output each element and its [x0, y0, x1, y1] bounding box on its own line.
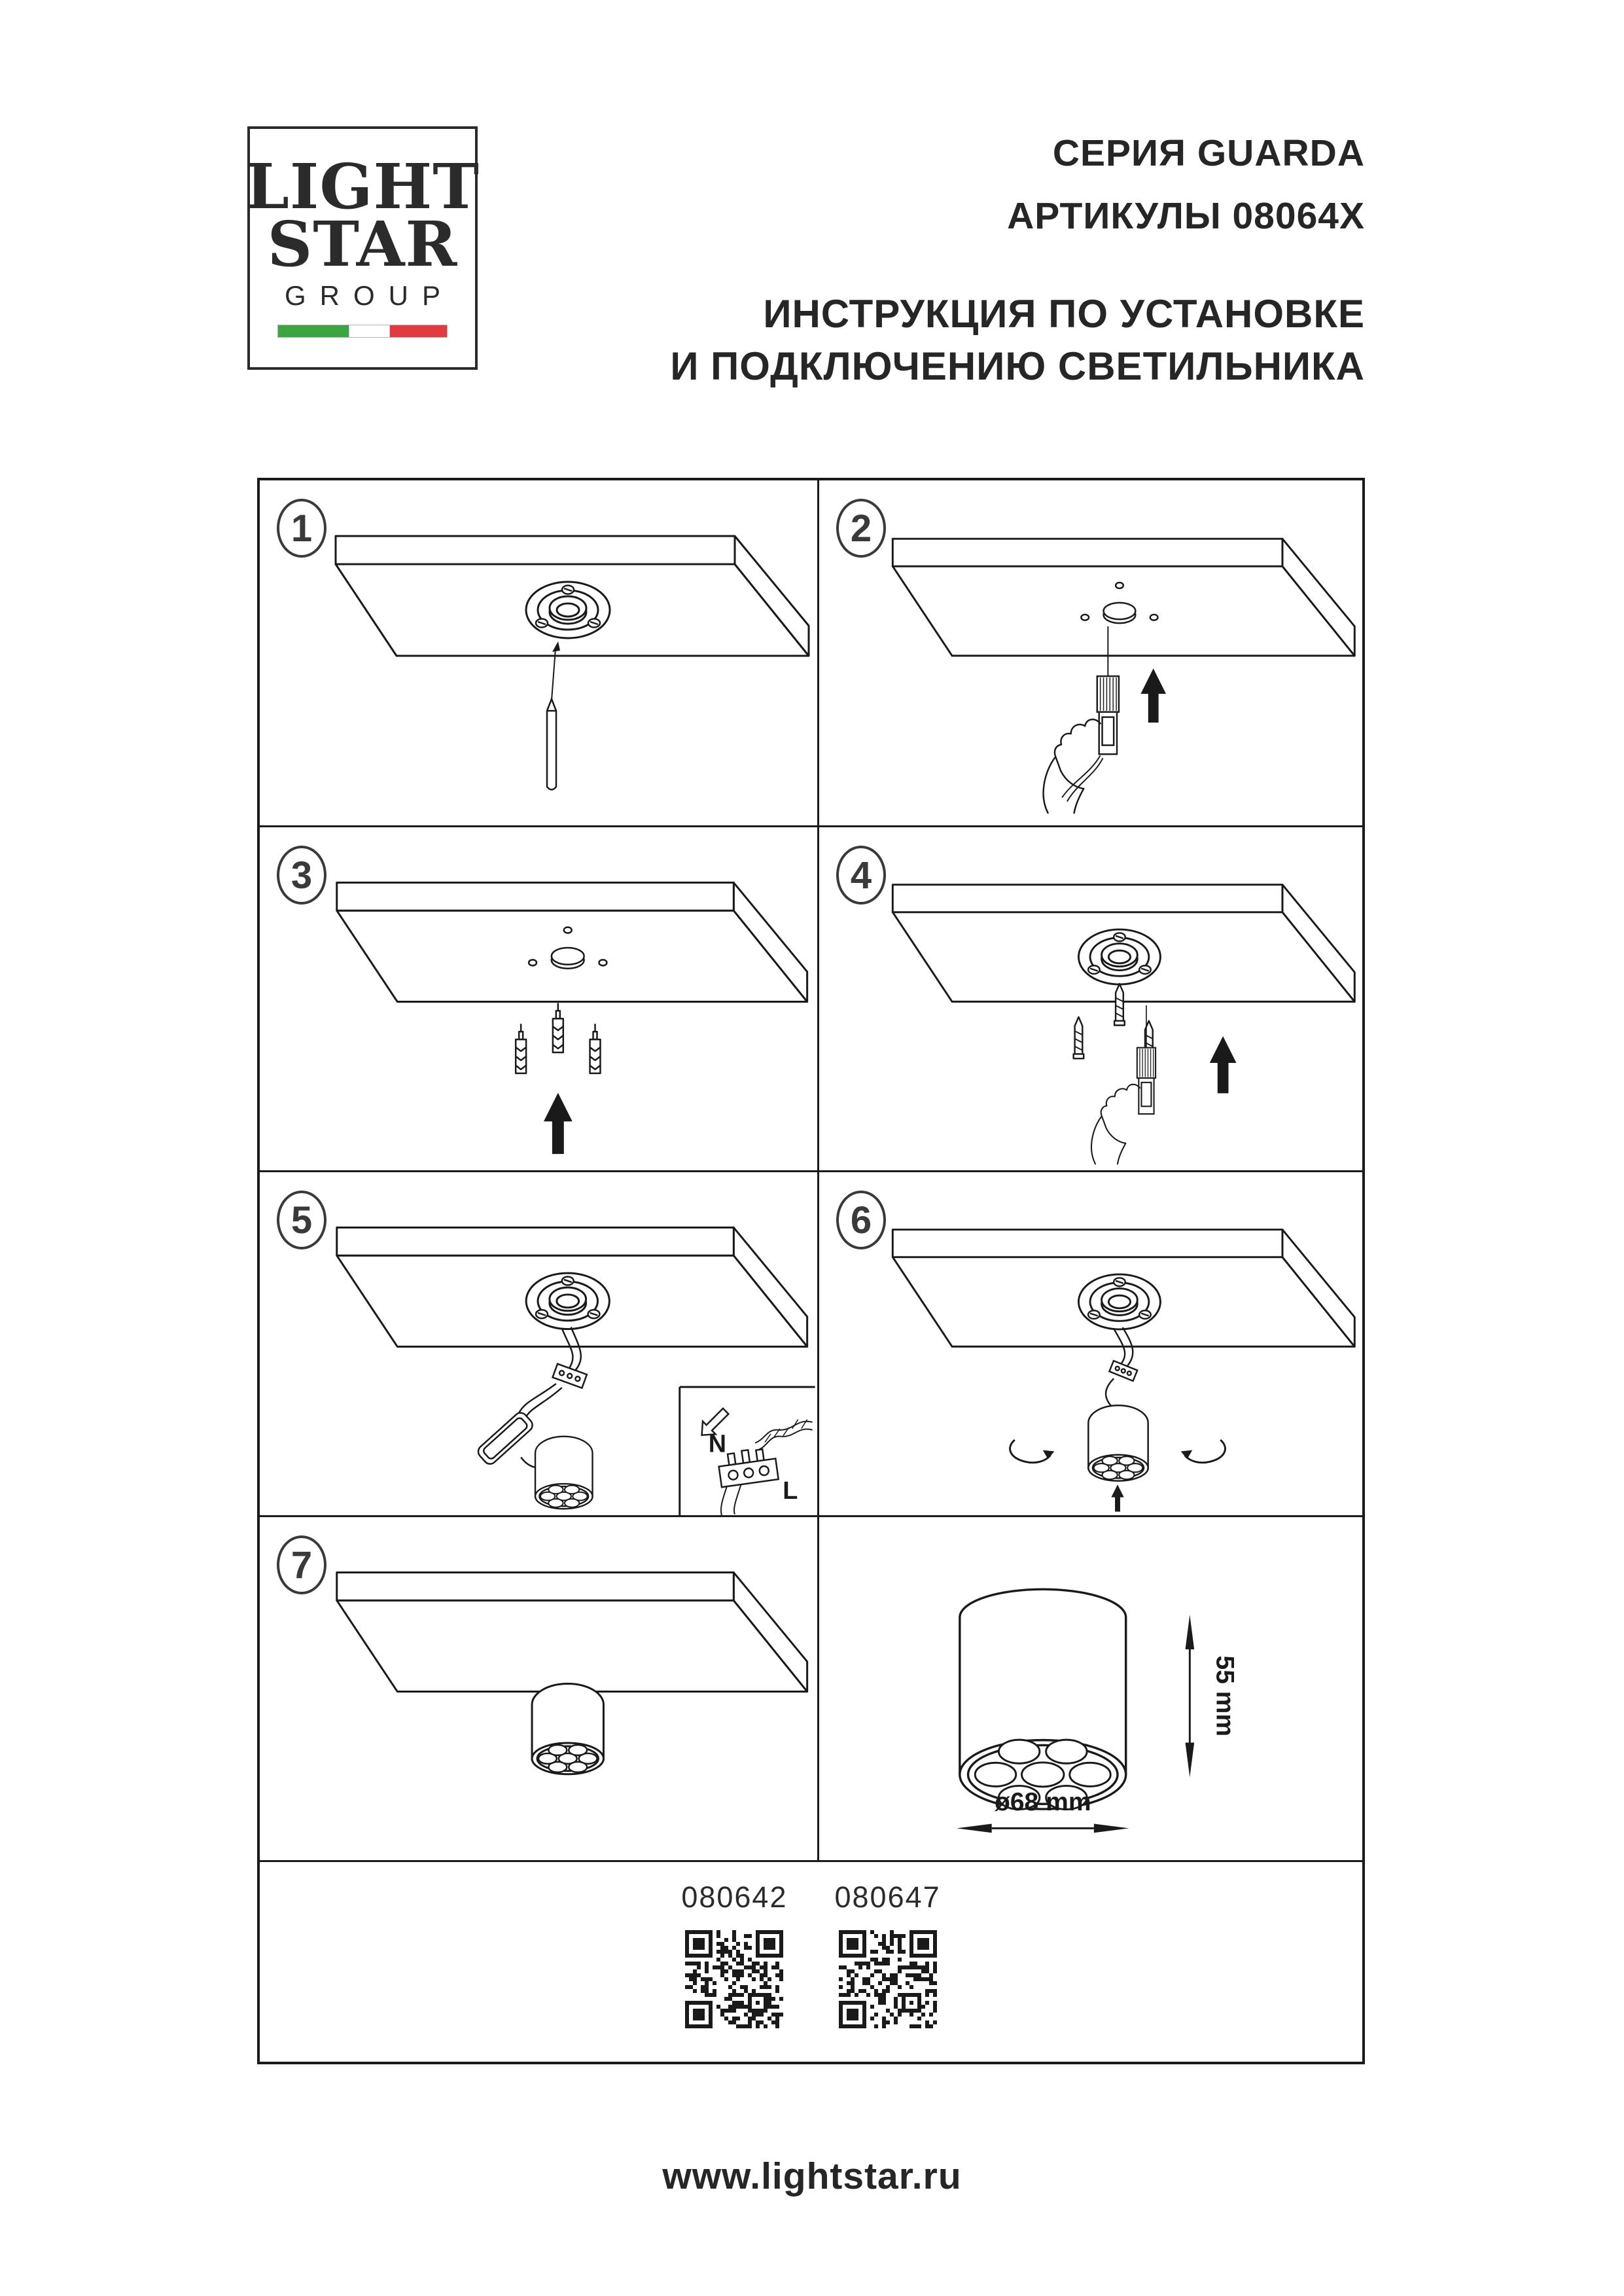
dimensions-illustration: [819, 1517, 1362, 1860]
wall-anchor: [516, 1024, 526, 1073]
articles-title: АРТИКУЛЫ 08064X: [1007, 195, 1365, 237]
step-1-illustration: [260, 480, 817, 825]
cable: [1062, 755, 1103, 801]
logo-word-group: GROUP: [284, 280, 454, 311]
logo-word-light: LIGHT: [245, 151, 480, 223]
document-header: [670, 122, 1365, 393]
step-6-illustration: [819, 1172, 1362, 1515]
instruction-grid: [257, 478, 1365, 2064]
wiring-inset: [680, 1387, 815, 1515]
mounting-plate: [526, 1273, 609, 1329]
step-5-badge: 5: [277, 1191, 327, 1249]
ceiling-slab: [337, 883, 807, 1002]
article-code: 080642: [681, 1880, 788, 1914]
step-7-illustration: [260, 1517, 817, 1860]
line-label: L: [783, 1477, 798, 1505]
ceiling-slab: [337, 1573, 807, 1692]
step-4-illustration: [819, 827, 1362, 1170]
step-3-illustration: [260, 827, 817, 1170]
terminal-block: [553, 1364, 587, 1388]
step-5-illustration: [260, 1172, 817, 1515]
rotate-arrow-icon: [1181, 1440, 1226, 1463]
hand-with-screwdriver: [1091, 1005, 1156, 1164]
ceiling-slab: [892, 539, 1354, 656]
article-080647: [835, 1880, 941, 2028]
logo-word-star: STAR: [267, 208, 458, 281]
lamp-outline: [960, 1589, 1126, 1809]
instruction-title-line1: ИНСТРУКЦИЯ ПО УСТАНОВКЕ: [763, 292, 1365, 336]
terminal-block: [1109, 1361, 1137, 1381]
articles-row: [260, 1860, 1362, 2062]
led-driver: [476, 1410, 535, 1467]
wall-anchor: [590, 1024, 601, 1073]
italian-flag-icon: [277, 325, 448, 338]
screw: [1074, 1017, 1084, 1058]
flag-white: [349, 325, 390, 337]
flag-red: [390, 325, 447, 337]
neutral-label: N: [708, 1430, 727, 1458]
lamp-cylinder: [1088, 1405, 1148, 1480]
lightstar-logo: [247, 126, 478, 370]
step-4-panel: [817, 825, 1362, 1170]
mounting-plate: [1078, 929, 1160, 984]
step-2-illustration: [819, 480, 1362, 825]
mounting-plate: [1078, 1274, 1160, 1329]
mounting-plate: [526, 582, 610, 638]
instruction-title-line2: И ПОДКЛЮЧЕНИЮ СВЕТИЛЬНИКА: [670, 344, 1365, 388]
up-arrow-icon: [1111, 1484, 1123, 1511]
pencil-icon: [547, 699, 556, 790]
dimensions-panel: [817, 1515, 1362, 1860]
website-url: www.lightstar.ru: [662, 2155, 962, 2197]
qr-code-icon: [839, 1930, 937, 2028]
step-7-badge: 7: [277, 1535, 327, 1594]
height-dimension: [1186, 1615, 1239, 1777]
up-arrow-icon: [1140, 668, 1166, 723]
step-2-badge: 2: [836, 499, 886, 558]
step-2-panel: [817, 480, 1362, 825]
diameter-label: ø68 mm: [994, 1788, 1091, 1817]
flag-green: [278, 325, 349, 337]
lamp-cylinder: [535, 1437, 592, 1509]
step-6-badge: 6: [836, 1191, 886, 1249]
article-code: 080647: [834, 1880, 941, 1914]
series-title: СЕРИЯ GUARDA: [1052, 132, 1365, 174]
qr-code-icon: [685, 1930, 783, 2028]
article-080642: [681, 1880, 787, 2028]
rotate-arrow-icon: [1010, 1440, 1055, 1463]
step-3-panel: [260, 825, 817, 1170]
step-3-badge: 3: [277, 846, 327, 905]
step-7-panel: [260, 1515, 817, 1860]
wire-to-lamp: [1106, 1378, 1114, 1407]
height-label: 55 mm: [1210, 1655, 1239, 1737]
step-1-badge: 1: [277, 499, 327, 558]
up-arrow-icon: [544, 1093, 573, 1154]
wall-anchor: [553, 1003, 563, 1052]
step-5-panel: [260, 1170, 817, 1515]
step-4-badge: 4: [836, 846, 886, 905]
up-arrow-icon: [1210, 1036, 1237, 1093]
step-6-panel: [817, 1170, 1362, 1515]
mounted-lamp: [532, 1684, 603, 1774]
step-1-panel: [260, 480, 817, 825]
